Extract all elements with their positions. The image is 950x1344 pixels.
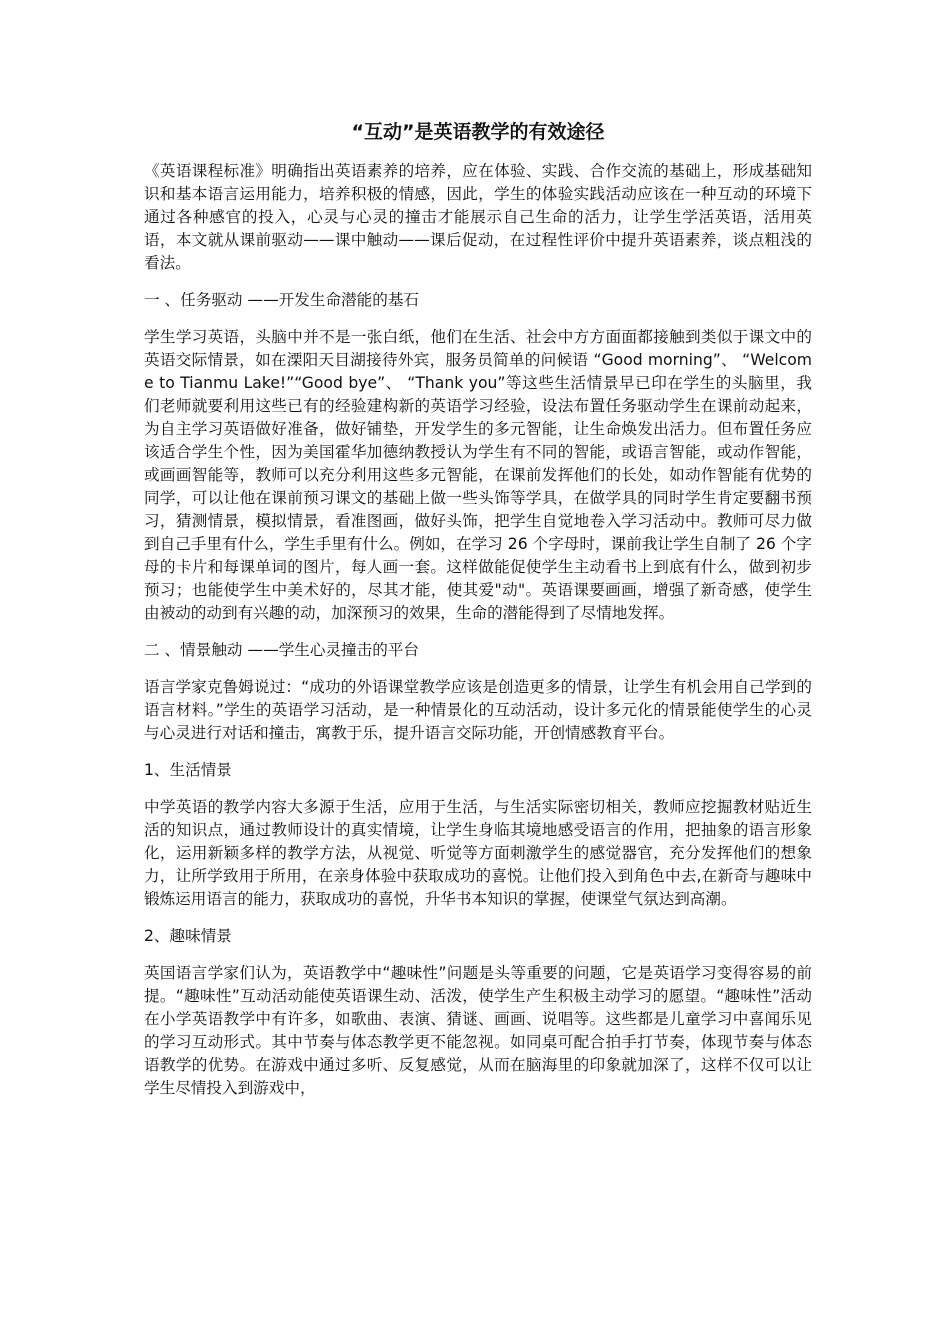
intro-paragraph: 《英语课程标准》明确指出英语素养的培养，应在体验、实践、合作交流的基础上，形成基础知识和基本语言运用能力，培养积极的情感，因此，学生的体验实践活动应该在一种互动的环境下通过各种感官的投入，心灵与心灵的撞击才能展示自己生命的活力，让学生学活英语，活用英语，本文就从课前驱动——课中触动——课后促动，在过程性评价中提升英语素养，谈点粗浅的看法。 [144, 162, 812, 272]
task-driven-paragraph: 学生学习英语，头脑中并不是一张白纸，他们在生活、社会中方方面面都接触到类似于课文中的英语交际情景，如在溧阳天目湖接待外宾，服务员简单的问候语 “Good morning”、 “Welcome to Tianmu Lake!”“Good bye”、 “Thank you”等这些生活情景早已印在学生的头脑里，我们老师就要利用这些已有的经验建构新的英语学习经验，设法布置任务驱动学生在课前动起来，为自主学习英语做好准备，做好铺垫，开发学生的多元智能，让生命焕发出活力。但布置任务应该适合学生个性，因为美国霍华加德纳教授认为学生有不同的智能，或语言智能，或动作智能，或画画智能等，教师可以充分利用这些多元智能，在课前发挥他们的长处，如动作智能有优势的同学，可以让他在课前预习课文的基础上做一些头饰等学具，在做学具的同时学生肯定要翻书预习，猜测情景，模拟情景，看准图画，做好头饰，把学生自觉地卷入学习活动中。教师可尽力做到自己手里有什么，学生手里有什么。例如，在学习 26 个字母时，课前我让学生自制了 26 个字母的卡片和每课单词的图片，每人画一套。这样做能促使学生主动看书上到底有什么，做到初步预习；也能使学生中美术好的，尽其才能，使其爱"动"。英语课要画画，增强了新奇感，使学生由被动的动到有兴趣的动，加深预习的效果，生命的潜能得到了尽情地发挥。 [144, 328, 812, 622]
subheading-fun-scenario: 2、趣味情景 [144, 927, 232, 945]
section-heading-task-driven: 一 、任务驱动 ——开发生命潜能的基石 [144, 291, 420, 309]
document-title: “互动”是英语教学的有效途径 [351, 121, 605, 143]
document-body [144, 118, 812, 1114]
life-scenario-paragraph: 中学英语的教学内容大多源于生活，应用于生活，与生活实际密切相关，教师应挖掘教材贴近生活的知识点，通过教师设计的真实情境，让学生身临其境地感受语言的作用，把抽象的语言形象化，运用新颖多样的教学方法，从视觉、听觉等方面刺激学生的感觉器官，充分发挥他们的想象力，让所学致用于所用，在亲身体验中获取成功的喜悦。让他们投入到角色中去,在新奇与趣味中锻炼运用语言的能力，获取成功的喜悦，升华书本知识的掌握，使课堂气氛达到高潮。 [144, 798, 812, 908]
fun-scenario-paragraph: 英国语言学家们认为，英语教学中“趣味性”问题是头等重要的问题，它是英语学习变得容易的前提。“趣味性”互动活动能使英语课生动、活泼，使学生产生积极主动学习的愿望。“趣味性”活动在小学英语教学中有许多，如歌曲、表演、猜谜、画画、说唱等。这些都是儿童学习中喜闻乐见的学习互动形式。其中节奏与体态教学更不能忽视。如同桌可配合拍手打节奏，体现节奏与体态语教学的优势。在游戏中通过多听、反复感觉，从而在脑海里的印象就加深了，这样不仅可以让学生尽情投入到游戏中， [144, 964, 812, 1097]
subheading-life-scenario: 1、生活情景 [144, 761, 232, 779]
section-heading-scenario: 二 、情景触动 ——学生心灵撞击的平台 [144, 641, 420, 659]
scenario-paragraph: 语言学家克鲁姆说过：“成功的外语课堂教学应该是创造更多的情景，让学生有机会用自己学到的语言材料。”学生的英语学习活动，是一种情景化的互动活动，设计多元化的情景能使学生的心灵与心灵进行对话和撞击，寓教于乐，提升语言交际功能，开创情感教育平台。 [144, 678, 812, 742]
